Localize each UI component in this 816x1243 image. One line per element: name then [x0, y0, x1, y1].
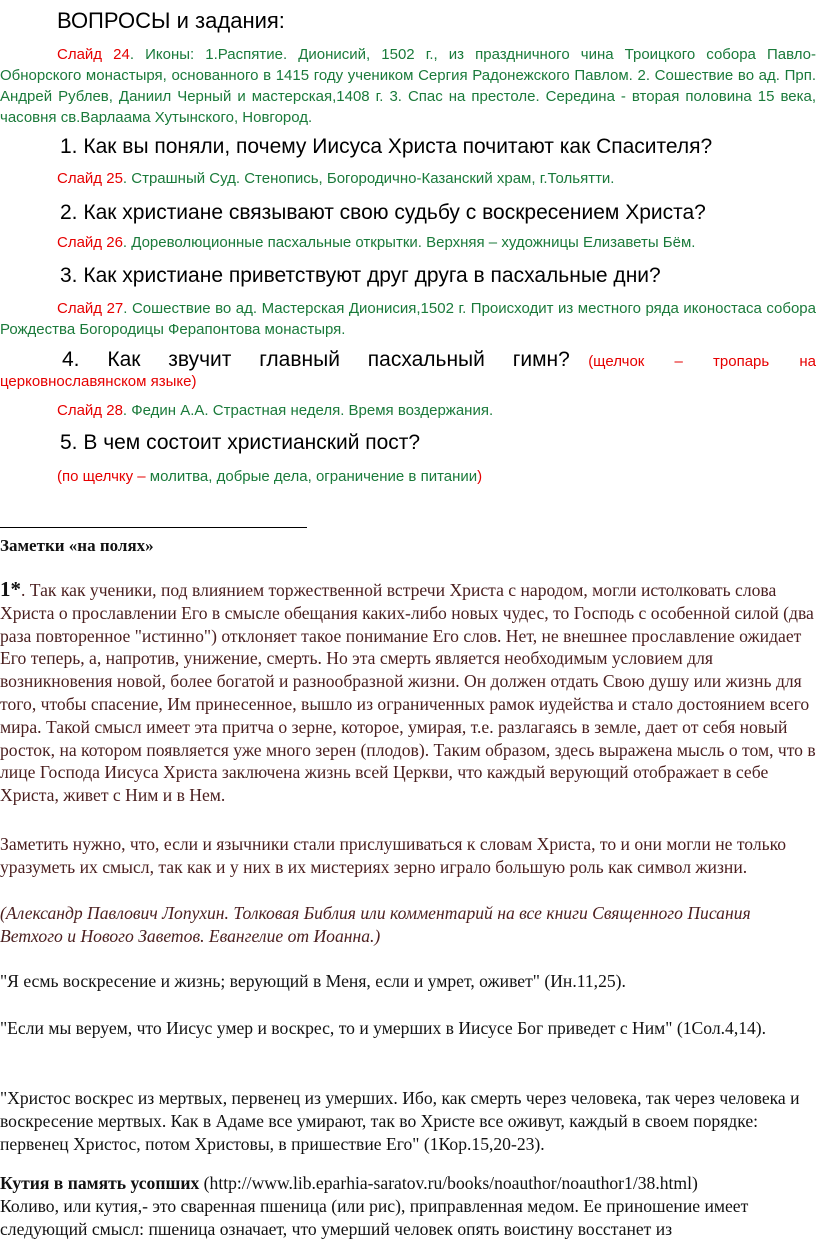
slide-28-note	[57, 402, 493, 419]
kutia-title: Кутия в память усопших	[0, 1173, 200, 1193]
question-1: 1. Как вы поняли, почему Иисуса Христа почитают как Спасителя?	[60, 135, 713, 158]
question-4-note-1: (щелчок – тропарь на	[588, 353, 816, 370]
footnote-star: 1*	[0, 577, 21, 601]
question-2: 2. Как христиане связывают свою судьбу с воскресением Христа?	[60, 201, 706, 224]
slide-25-text: . Страшный Суд. Стенопись, Богородично-Казанский храм, г.Тольятти.	[122, 170, 615, 187]
question-5-note-text: молитва, добрые дела, ограничение в питании	[149, 468, 478, 485]
slide-27-text-1: . Сошествие во ад. Мастерская Дионисия,1502 г. Происходит из местного ряда	[123, 300, 679, 317]
slide-24-text-2: Обнорского монастыря, основанного в 1415 году учеником Сергия Радонежского Павлом. 2. Сошествие во ад. Прп. Андрей Рублев, Даниил Черный и мастерская,1408 г. 3. Спас на престоле. Середина - вторая половина 15 века, часовня св.Варлаама Хутынского, Новгород.	[0, 67, 816, 126]
notes-paragraph-1	[0, 578, 816, 807]
slide-24-note	[0, 44, 816, 128]
question-3: 3. Как христиане приветствуют друг друга в пасхальные дни?	[60, 264, 661, 287]
kutia-url: (http://www.lib.eparhia-saratov.ru/books/noauthor/noauthor1/38.html)	[199, 1173, 698, 1193]
quote-1: "Я есмь воскресение и жизнь; верующий в Меня, если и умрет, оживет" (Ин.11,25).	[0, 971, 626, 991]
question-4-note-2: церковнославянском языке)	[0, 373, 197, 390]
page-title: ВОПРОСЫ и задания:	[57, 8, 285, 33]
notes-heading: Заметки «на полях»	[0, 536, 154, 555]
question-4: 4. Как звучит главный пасхальный гимн?	[62, 348, 570, 371]
question-5-note-open: (по щелчку –	[57, 468, 150, 485]
quote-2: "Если мы веруем, что Иисус умер и воскрес, то и умерших в Иисусе Бог приведет с Ним" (1Сол.4,14).	[0, 1018, 767, 1038]
question-5-note	[57, 468, 482, 485]
slide-26-text: . Дореволюционные пасхальные открытки. Верхняя – художницы Елизаветы Бём.	[122, 234, 696, 251]
slide-25-note	[57, 170, 614, 187]
slide-24-text-1: . Иконы: 1.Распятие. Дионисий, 1502 г., из праздничного чина Троицкого собора Павло-	[129, 46, 816, 63]
slide-28-text: . Федин А.А. Страстная неделя. Время воздержания.	[122, 402, 494, 419]
kutia-text: Коливо, или кутия,- это сваренная пшеница (или рис), приправленная медом. Ее приношение имеет следующий смысл: пшеница означает, что умерший человек опять воистину восстанет из	[0, 1195, 749, 1239]
question-5-note-close: )	[477, 468, 483, 485]
slide-25-label: Слайд 25	[57, 170, 123, 187]
slide-26-label: Слайд 26	[57, 234, 123, 251]
question-4-block	[0, 348, 816, 392]
notes-citation: (Александр Павлович Лопухин. Толковая Библия или комментарий на все книги Священного Писания Ветхого и Нового Заветов. Евангелие от Иоанна.)	[0, 903, 751, 946]
slide-28-label: Слайд 28	[57, 402, 123, 419]
notes-paragraph-2: Заметить нужно, что, если и язычники стали прислушиваться к словам Христа, то и они могли не только уразуметь их смысл, так как и у них в их мистериях зерно играло большую роль как символ жизни.	[0, 834, 787, 877]
slide-27-note	[0, 298, 816, 340]
question-5: 5. В чем состоит христианский пост?	[60, 431, 421, 454]
slide-27-label: Слайд 27	[57, 300, 124, 317]
kutia-paragraph	[0, 1172, 816, 1240]
divider	[0, 527, 307, 528]
slide-27-text-2: иконостаса собора Рождества Богородицы Ферапонтова монастыря.	[0, 300, 816, 338]
notes-paragraph-1-text: . Так как ученики, под влиянием торжественной встречи Христа с народом, могли истолковать слова Христа о прославлении Его в смысле обещания каких-либо новых чудес, то Господь с особенной силой (два раза повторенное "истинно") отклоняет такое понимание Его слов. Нет, не внешнее прославление ожидает Его теперь, а, напротив, унижение, смерть. Но эта смерть является необходимым условием для возникновения новой, более богатой и разнообразной жизни. Он должен отдать Свою душу или жизнь для того, чтобы спасение, Им принесенное, вышло из ограниченных рамок иудейства и стало достоянием всего мира. Такой смысл имеет эта притча о зерне, которое, умирая, т.е. разлагаясь в земле, дает от себя новый росток, на котором появляется уже много зерен (плодов). Таким образом, здесь выражена мысль о том, что в лице Господа Иисуса Христа заключена жизнь всей Церкви, что каждый верующий отображает в себе Христа, живет с Ним и в Нем.	[0, 580, 816, 806]
quote-3: "Христос воскрес из мертвых, первенец из умерших. Ибо, как смерть через человека, так через человека и воскресение мертвых. Как в Адаме все умирают, так во Христе все оживут, каждый в своем порядке: первенец Христос, потом Христовы, в пришествие Его" (1Кор.15,20-23).	[0, 1088, 800, 1154]
slide-26-note	[57, 234, 695, 251]
slide-24-label: Слайд 24	[57, 46, 130, 63]
